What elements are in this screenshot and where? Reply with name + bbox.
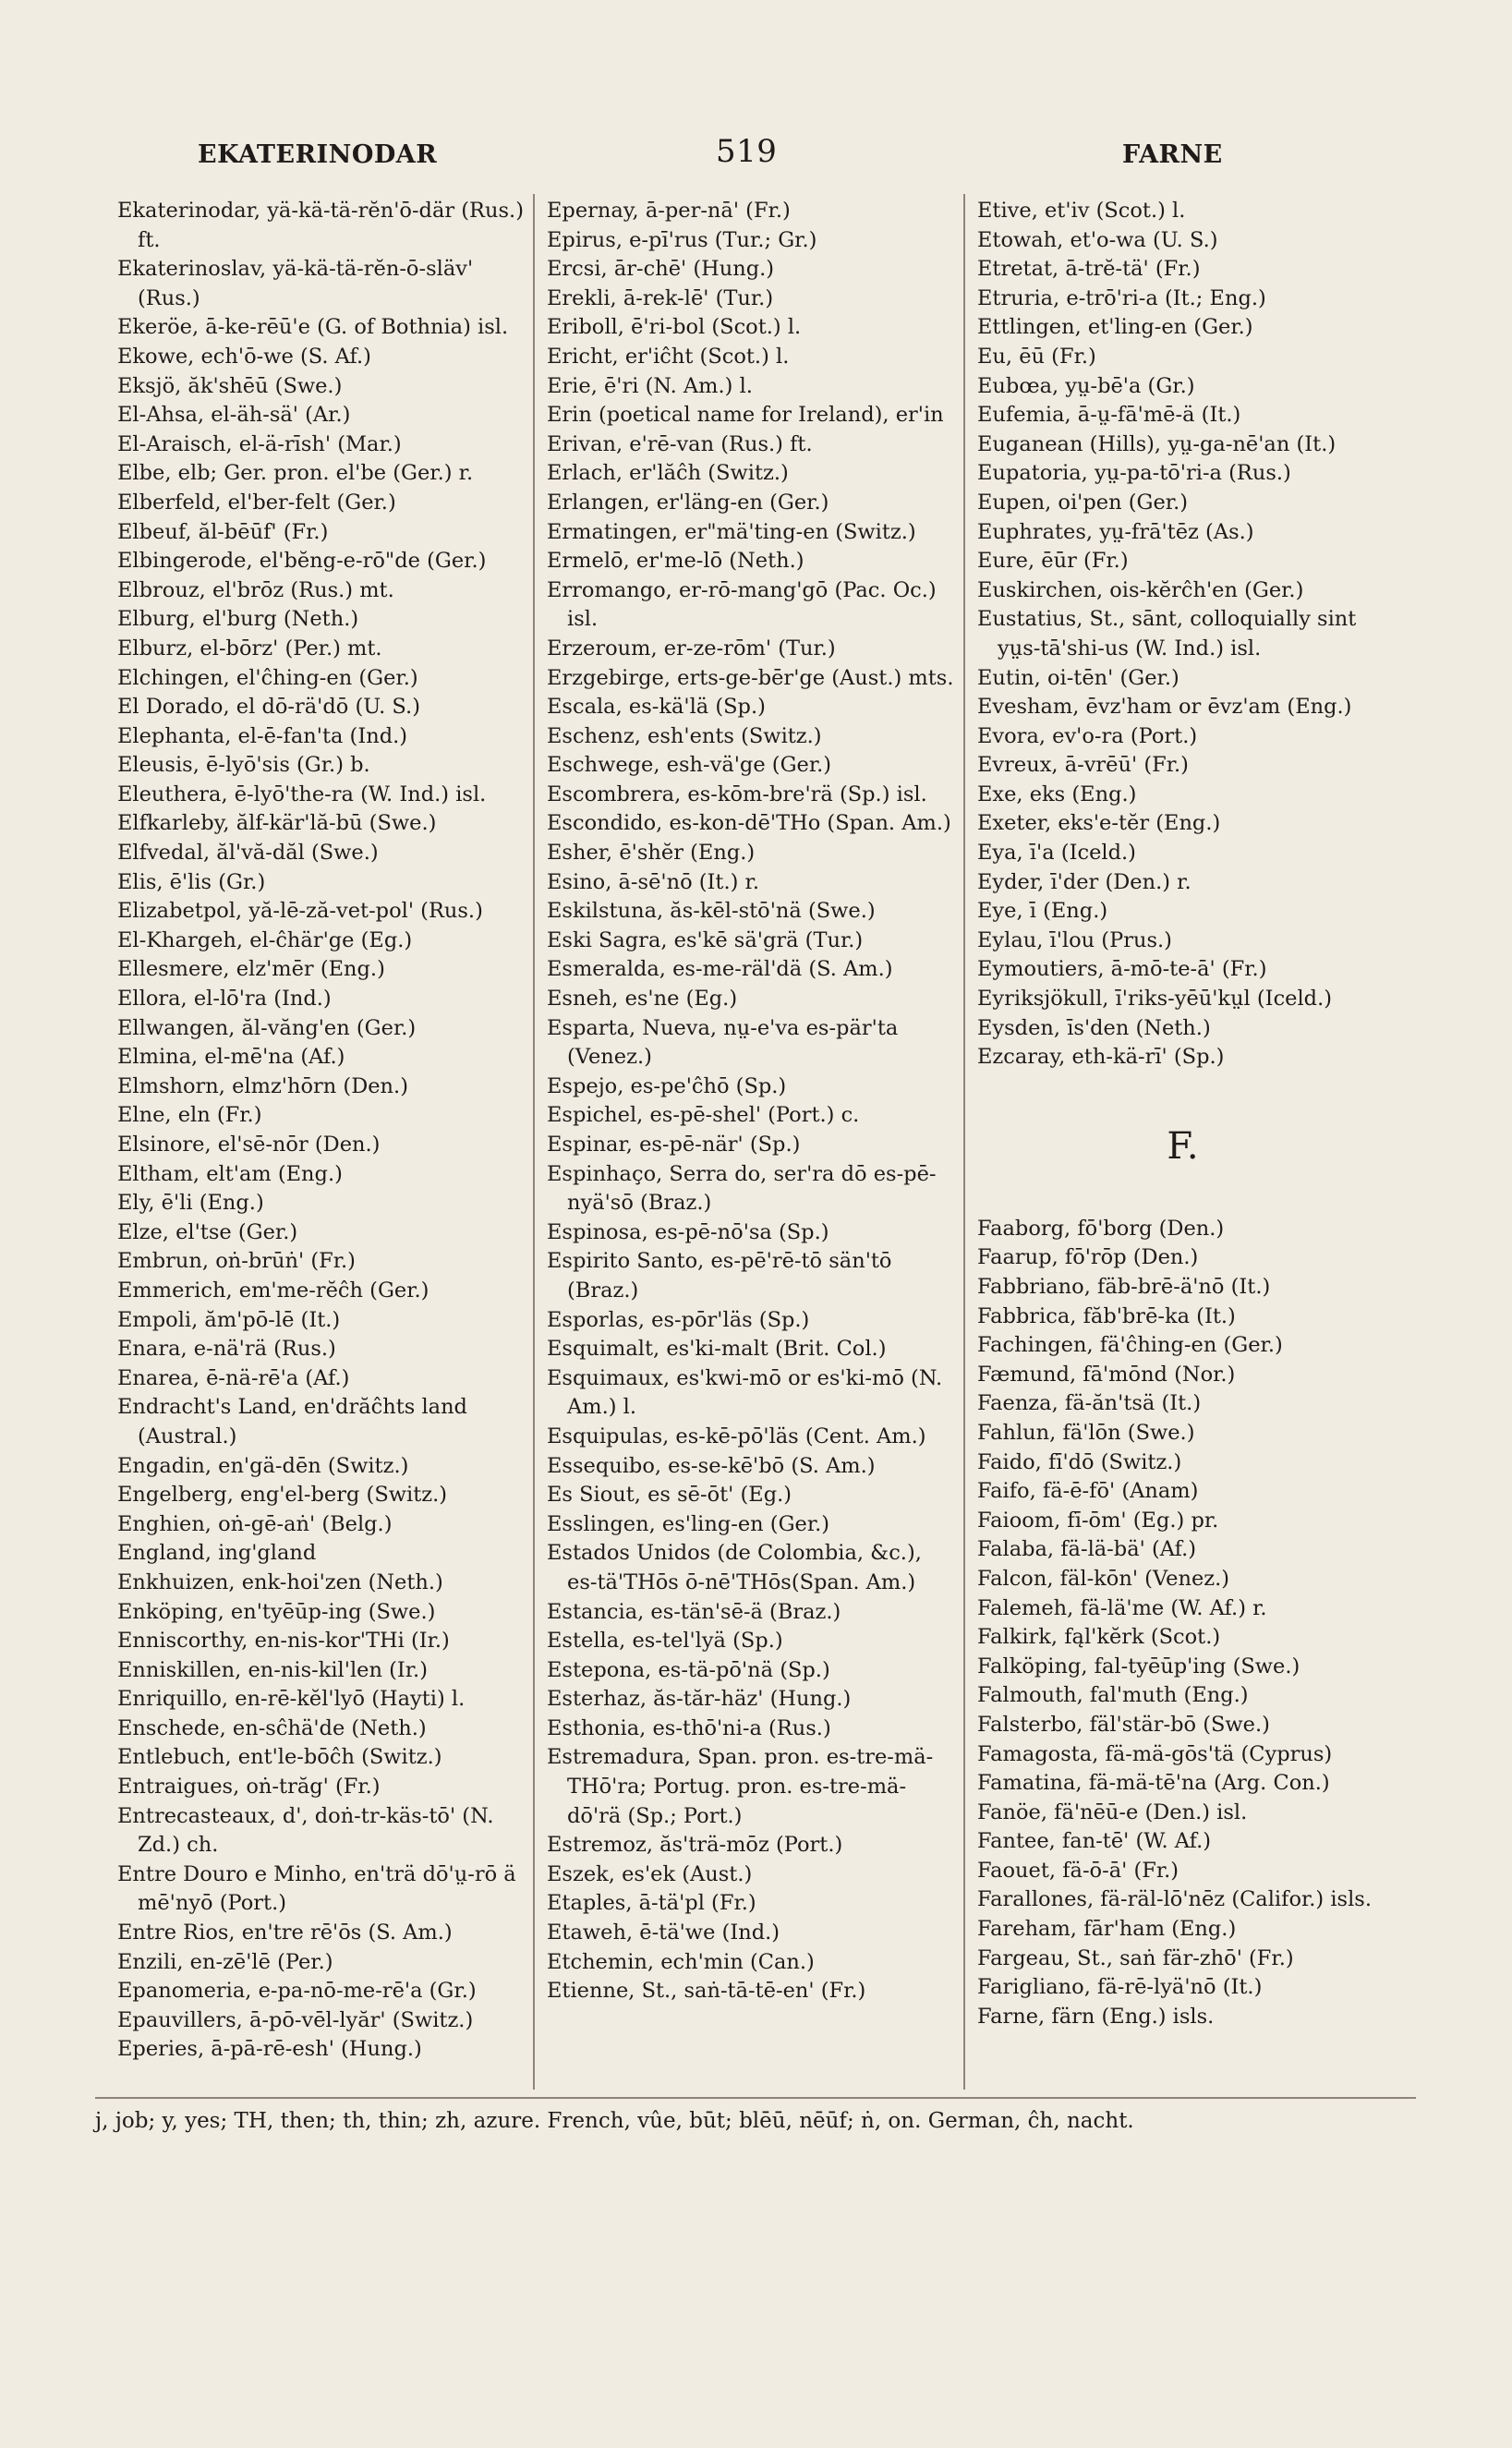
gazetteer-entry: Erlangen, er'läng-en (Ger.) [547, 490, 829, 515]
gazetteer-entry: Eubœa, yṳ-bē'a (Gr.) [977, 373, 1195, 398]
gazetteer-entry: Fabbrica, făb'brē-ka (It.) [977, 1303, 1236, 1328]
gazetteer-entry: Embrun, oṅ-brūṅ' (Fr.) [117, 1249, 356, 1274]
gazetteer-entry: Esneh, es'ne (Eg.) [547, 987, 738, 1012]
gazetteer-entry: Estancia, es-tän'sē-ä (Braz.) [547, 1599, 841, 1624]
gazetteer-entry: Elburz, el-bōrz' (Per.) mt. [117, 636, 382, 660]
gazetteer-entry: Esthonia, es-thō'ni-a (Rus.) [547, 1715, 831, 1740]
gazetteer-entry: Falkirk, fąl'kĕrk (Scot.) [977, 1625, 1221, 1650]
gazetteer-entry: Exe, eks (Eng.) [977, 782, 1137, 806]
gazetteer-entry: Evreux, ā-vrēū' (Fr.) [977, 753, 1189, 778]
gazetteer-entry: Etive, et'iv (Scot.) l. [977, 199, 1186, 223]
gazetteer-entry: Erlach, er'lăĉh (Switz.) [547, 461, 789, 486]
gazetteer-entry: Ekaterinodar, yä-kä-tä-rĕn'ō-där (Rus.) ft. [117, 199, 524, 252]
gazetteer-entry: Faifo, fä-ē-fō' (Anam) [977, 1479, 1199, 1504]
gazetteer-entry: Entre Douro e Minho, en'trä dō'ṳ-rō ä mē'nyō (Port.) [117, 1861, 516, 1916]
gazetteer-entry: Eustatius, St., sānt, colloquially sint yṳs-tā'shi-us (W. Ind.) isl. [977, 607, 1357, 660]
gazetteer-entry: Faarup, fō'rōp (Den.) [977, 1245, 1199, 1270]
gazetteer-entry: Espinar, es-pē-när' (Sp.) [547, 1133, 801, 1157]
gazetteer-entry: Eure, ēūr (Fr.) [977, 549, 1129, 574]
gazetteer-entry: Eylau, ī'lou (Prus.) [977, 927, 1172, 952]
gazetteer-entry: Elfkarleby, ălf-kär'lă-bū (Swe.) [117, 811, 437, 836]
column-rule [533, 194, 535, 2090]
footer-rule [95, 2097, 1416, 2099]
gazetteer-entry: Elburg, el'burg (Neth.) [117, 607, 359, 632]
gazetteer-entry: Elbeuf, ăl-bēūf' (Fr.) [117, 519, 329, 544]
gazetteer-entry: Emmerich, em'me-rĕĉh (Ger.) [117, 1278, 429, 1303]
gazetteer-entry: Esmeralda, es-me-räl'dä (S. Am.) [547, 957, 893, 982]
gazetteer-entry: Enkhuizen, enk-hoi'zen (Neth.) [117, 1569, 443, 1594]
gazetteer-entry: Eyder, ī'der (Den.) r. [977, 869, 1191, 894]
gazetteer-entry: Ercsi, ār-chē' (Hung.) [547, 257, 775, 282]
gazetteer-entry: England, ing'gland [117, 1541, 317, 1566]
gazetteer-entry: Epanomeria, e-pa-nō-me-rē'a (Gr.) [117, 1979, 477, 2004]
gazetteer-entry: Escondido, es-kon-dē'THo (Span. Am.) [547, 811, 951, 836]
gazetteer-entry: Faaborg, fō'borg (Den.) [977, 1216, 1225, 1241]
gazetteer-entry: Eu, ēū (Fr.) [977, 344, 1096, 369]
gazetteer-entry: Falsterbo, fäl'stär-bō (Swe.) [977, 1712, 1270, 1737]
column-1 [117, 197, 528, 2065]
gazetteer-entry: Ellesmere, elz'mēr (Eng.) [117, 957, 385, 982]
gazetteer-entry: Eski Sagra, es'kē sä'grä (Tur.) [547, 927, 864, 952]
gazetteer-entry: Epernay, ā-per-nā' (Fr.) [547, 199, 791, 223]
gazetteer-entry: Erekli, ā-rek-lē' (Tur.) [547, 285, 774, 310]
gazetteer-entry: Espinhaço, Serra do, ser'ra dō es-pē-nyä'sō (Braz.) [547, 1161, 937, 1216]
gazetteer-entry: Elmina, el-mē'na (Af.) [117, 1045, 345, 1070]
gazetteer-entry: Eleuthera, ē-lyō'the-ra (W. Ind.) isl. [117, 782, 487, 806]
gazetteer-entry: Euganean (Hills), yṳ-ga-nē'an (It.) [977, 431, 1337, 456]
gazetteer-entry: Esher, ē'shĕr (Eng.) [547, 841, 756, 866]
gazetteer-entry: Elis, ē'lis (Gr.) [117, 869, 266, 894]
gazetteer-entry: Eupen, oi'pen (Ger.) [977, 490, 1188, 515]
gazetteer-entry: Entre Rios, en'tre rē'ōs (S. Am.) [117, 1921, 453, 1945]
gazetteer-entry: Esslingen, es'ling-en (Ger.) [547, 1511, 830, 1536]
gazetteer-entry: Enniskillen, en-nis-kil'len (Ir.) [117, 1657, 428, 1682]
gazetteer-entry: Entraigues, oṅ-trăg' (Fr.) [117, 1775, 381, 1800]
gazetteer-entry: Elmshorn, elmz'hōrn (Den.) [117, 1073, 408, 1098]
gazetteer-entry: Etretat, ā-trĕ-tä' (Fr.) [977, 257, 1201, 282]
gazetteer-entry: El-Araisch, el-ä-rīsh' (Mar.) [117, 431, 402, 456]
gazetteer-entry: Espejo, es-pe'ĉhō (Sp.) [547, 1073, 787, 1098]
gazetteer-entry: Esino, ā-sē'nō (It.) r. [547, 869, 759, 894]
gazetteer-entry: Famatina, fä-mä-tē'na (Arg. Con.) [977, 1771, 1330, 1796]
gazetteer-entry: Erzgebirge, erts-ge-bēr'ge (Aust.) mts. [547, 665, 954, 690]
gazetteer-entry: Ely, ē'li (Eng.) [117, 1191, 264, 1216]
gazetteer-entry: Erie, ē'ri (N. Am.) l. [547, 373, 753, 398]
gazetteer-entry: Espichel, es-pē-shel' (Port.) c. [547, 1103, 860, 1128]
gazetteer-entry: Ermelō, er'me-lō (Neth.) [547, 549, 804, 574]
column-3-e-entries [977, 197, 1388, 1073]
gazetteer-entry: Ezcaray, eth-kä-rī' (Sp.) [977, 1045, 1225, 1070]
section-letter: F. [1167, 1124, 1199, 1168]
gazetteer-entry: Farigliano, fä-rē-lyä'nō (It.) [977, 1975, 1263, 2000]
gazetteer-entry: Entrecasteaux, d', doṅ-tr-käs-tō' (N. Zd.) ch. [117, 1803, 494, 1858]
gazetteer-entry: Enschede, en-sĉhä'de (Neth.) [117, 1715, 427, 1740]
gazetteer-entry: Engelberg, eng'el-berg (Switz.) [117, 1483, 448, 1508]
gazetteer-entry: Eleusis, ē-lyō'sis (Gr.) b. [117, 753, 370, 778]
pronunciation-key: j, job; y, yes; TH, then; th, thin; zh, azure. French, vûe, būt; blēū, nēūf; ṅ, on. German, ĉh, nacht. [95, 2109, 1134, 2133]
gazetteer-entry: Esterhaz, ăs-tăr-häz' (Hung.) [547, 1687, 852, 1712]
gazetteer-entry: Erromango, er-rō-mang'gō (Pac. Oc.) isl. [547, 577, 937, 632]
gazetteer-entry: Erzeroum, er-ze-rōm' (Tur.) [547, 636, 836, 660]
gazetteer-entry: Eyriksjökull, ī'riks-yēū'kṳl (Iceld.) [977, 987, 1333, 1012]
gazetteer-entry: El Dorado, el dō-rä'dō (U. S.) [117, 695, 420, 720]
gazetteer-entry: Eye, ī (Eng.) [977, 899, 1108, 924]
column-3 [977, 197, 1388, 2031]
gazetteer-entry: Eymoutiers, ā-mō-te-ā' (Fr.) [977, 957, 1267, 982]
gazetteer-entry: Esporlas, es-pōr'läs (Sp.) [547, 1307, 810, 1332]
running-head-left: EKATERINODAR [198, 140, 438, 169]
gazetteer-entry: Ettlingen, et'ling-en (Ger.) [977, 315, 1253, 340]
gazetteer-entry: Ericht, er'iĉht (Scot.) l. [547, 344, 790, 369]
gazetteer-entry: Entlebuch, ent'le-bōĉh (Switz.) [117, 1745, 442, 1770]
gazetteer-entry: Esparta, Nueva, nṳ-e'va es-pär'ta (Venez.) [547, 1015, 899, 1070]
gazetteer-entry: Esquipulas, es-kē-pō'läs (Cent. Am.) [547, 1424, 926, 1448]
gazetteer-entry: Enarea, ē-nä-rē'a (Af.) [117, 1365, 350, 1390]
gazetteer-entry: Elephanta, el-ē-fan'ta (Ind.) [117, 723, 408, 748]
gazetteer-entry: Enriquillo, en-rē-kĕl'lyō (Hayti) l. [117, 1687, 466, 1712]
gazetteer-entry: Evora, ev'o-ra (Port.) [977, 723, 1198, 748]
gazetteer-entry: Enara, e-nä'rä (Rus.) [117, 1337, 336, 1362]
gazetteer-entry: Euphrates, yṳ-frā'tēz (As.) [977, 519, 1254, 544]
gazetteer-entry: Enzili, en-zē'lē (Per.) [117, 1949, 333, 1974]
gazetteer-entry: El-Khargeh, el-ĉhär'ge (Eg.) [117, 927, 413, 952]
gazetteer-entry: Elberfeld, el'ber-felt (Ger.) [117, 490, 396, 515]
gazetteer-entry: Eltham, elt'am (Eng.) [117, 1161, 343, 1186]
gazetteer-entry: Etchemin, ech'min (Can.) [547, 1949, 815, 1974]
gazetteer-entry: Estepona, es-tä-pō'nä (Sp.) [547, 1657, 830, 1682]
gazetteer-entry: Fareham, fār'ham (Eng.) [977, 1917, 1237, 1942]
column-3-f-entries [977, 1215, 1388, 2032]
column-rule [963, 194, 965, 2090]
running-head-right: FARNE [1122, 140, 1223, 169]
gazetteer-entry: Faido, fī'dō (Switz.) [977, 1449, 1182, 1474]
gazetteer-entry: Fahlun, fä'lōn (Swe.) [977, 1420, 1195, 1445]
gazetteer-entry: Eschenz, esh'ents (Switz.) [547, 723, 822, 748]
gazetteer-entry: Etaples, ā-tä'pl (Fr.) [547, 1891, 756, 1916]
gazetteer-entry: Etowah, et'o-wa (U. S.) [977, 227, 1218, 252]
gazetteer-entry: Etruria, e-trō'ri-a (It.; Eng.) [977, 285, 1266, 310]
gazetteer-entry: Ermatingen, er"mä'ting-en (Switz.) [547, 519, 916, 544]
gazetteer-entry: Falcon, fäl-kōn' (Venez.) [977, 1566, 1230, 1591]
gazetteer-entry: Escala, es-kä'lä (Sp.) [547, 695, 766, 720]
gazetteer-entry: Epirus, e-pī'rus (Tur.; Gr.) [547, 227, 817, 252]
gazetteer-entry: Estella, es-tel'lyä (Sp.) [547, 1629, 783, 1654]
gazetteer-entry: Ellwangen, ăl-văng'en (Ger.) [117, 1015, 417, 1040]
gazetteer-entry: Eupatoria, yṳ-pa-tō'ri-a (Rus.) [977, 461, 1291, 486]
gazetteer-entry: Esquimaux, es'kwi-mō or es'ki-mō (N. Am.) l. [547, 1365, 943, 1420]
gazetteer-entry: Elbe, elb; Ger. pron. el'be (Ger.) r. [117, 461, 474, 486]
gazetteer-entry: Elfvedal, ăl'vă-dăl (Swe.) [117, 841, 379, 866]
gazetteer-entry: Eszek, es'ek (Aust.) [547, 1861, 753, 1886]
gazetteer-entry: Ekowe, ech'ō-we (S. Af.) [117, 344, 371, 369]
gazetteer-entry: Farallones, fä-räl-lō'nēz (Califor.) isls. [977, 1887, 1372, 1912]
gazetteer-entry: Elsinore, el'sē-nōr (Den.) [117, 1133, 381, 1157]
gazetteer-entry: Falemeh, fä-lä'me (W. Af.) r. [977, 1595, 1267, 1620]
gazetteer-entry: Faioom, fī-ōm' (Eg.) pr. [977, 1508, 1219, 1533]
gazetteer-entry: Fantee, fan-tē' (W. Af.) [977, 1829, 1212, 1854]
gazetteer-entry: Falaba, fä-lä-bä' (Af.) [977, 1537, 1197, 1562]
gazetteer-entry: Epauvillers, ā-pō-vēl-lyăr' (Switz.) [117, 2007, 474, 2032]
gazetteer-entry: Farne, färn (Eng.) isls. [977, 2004, 1215, 2029]
gazetteer-entry: Elizabetpol, yă-lē-ză-vet-pol' (Rus.) [117, 899, 483, 924]
gazetteer-entry: Es Siout, es sē-ōt' (Eg.) [547, 1483, 792, 1508]
gazetteer-entry: Exeter, eks'e-tĕr (Eng.) [977, 811, 1221, 836]
gazetteer-entry: Estados Unidos (de Colombia, &c.), es-tä'THōs ō-nē'THōs(Span. Am.) [547, 1541, 922, 1594]
gazetteer-entry: Endracht's Land, en'drăĉhts land (Austral.) [117, 1395, 467, 1448]
gazetteer-entry: Fanöe, fä'nēū-e (Den.) isl. [977, 1800, 1248, 1824]
gazetteer-entry: Enghien, oṅ-gē-aṅ' (Belg.) [117, 1511, 393, 1536]
gazetteer-entry: Erin (poetical name for Ireland), er'in [547, 403, 944, 428]
gazetteer-entry: Eschwege, esh-vä'ge (Ger.) [547, 753, 832, 778]
column-2 [547, 197, 958, 2006]
gazetteer-entry: Enniscorthy, en-nis-kor'THi (Ir.) [117, 1629, 450, 1654]
gazetteer-entry: Fachingen, fä'ĉhing-en (Ger.) [977, 1333, 1283, 1358]
gazetteer-entry: Escombrera, es-kōm-bre'rä (Sp.) isl. [547, 782, 927, 806]
gazetteer-entry: El-Ahsa, el-äh-sä' (Ar.) [117, 403, 351, 428]
gazetteer-entry: Eskilstuna, ăs-kēl-stō'nä (Swe.) [547, 899, 876, 924]
gazetteer-entry: Falköping, fal-tyēūp'ing (Swe.) [977, 1654, 1300, 1678]
gazetteer-entry: Espinosa, es-pē-nō'sa (Sp.) [547, 1219, 829, 1244]
gazetteer-entry: Fargeau, St., saṅ fär-zhō' (Fr.) [977, 1945, 1294, 1970]
gazetteer-entry: Evesham, ēvz'ham or ēvz'am (Eng.) [977, 695, 1352, 720]
gazetteer-entry: Empoli, ăm'pō-lē (It.) [117, 1307, 341, 1332]
gazetteer-entry: Elbrouz, el'brōz (Rus.) mt. [117, 577, 394, 602]
gazetteer-entry: Estremoz, ăs'trä-mōz (Port.) [547, 1833, 843, 1858]
gazetteer-entry: Eriboll, ē'ri-bol (Scot.) l. [547, 315, 802, 340]
gazetteer-entry: Elchingen, el'ĉhing-en (Ger.) [117, 665, 418, 690]
gazetteer-entry: Elbingerode, el'bĕng-e-rō"de (Ger.) [117, 549, 487, 574]
gazetteer-entry: Ekeröe, ā-ke-rēū'e (G. of Bothnia) isl. [117, 315, 509, 340]
gazetteer-entry: Ellora, el-lō'ra (Ind.) [117, 987, 332, 1012]
gazetteer-entry: Eperies, ā-pā-rē-esh' (Hung.) [117, 2037, 422, 2062]
gazetteer-entry: Euskirchen, ois-kĕrĉh'en (Ger.) [977, 577, 1304, 602]
gazetteer-entry: Ekaterinoslav, yä-kä-tä-rĕn-ō-släv' (Rus.) [117, 257, 474, 310]
gazetteer-entry: Eutin, oi-tēn' (Ger.) [977, 665, 1179, 690]
gazetteer-entry: Esquimalt, es'ki-malt (Brit. Col.) [547, 1337, 887, 1362]
gazetteer-entry: Engadin, en'gä-dēn (Switz.) [117, 1453, 409, 1478]
gazetteer-entry: Eya, ī'a (Iceld.) [977, 841, 1136, 866]
gazetteer-entry: Etienne, St., saṅ-tā-tē-en' (Fr.) [547, 1979, 866, 2004]
gazetteer-entry: Faouet, fä-ō-ā' (Fr.) [977, 1858, 1179, 1883]
page-number: 519 [716, 133, 778, 170]
gazetteer-entry: Elne, eln (Fr.) [117, 1103, 262, 1128]
gazetteer-entry: Espirito Santo, es-pē'rē-tō sän'tō (Braz.) [547, 1249, 892, 1303]
gazetteer-entry: Eysden, īs'den (Neth.) [977, 1015, 1211, 1040]
gazetteer-entry: Fabbriano, fäb-brē-ä'nō (It.) [977, 1275, 1271, 1299]
gazetteer-entry: Essequibo, es-se-kē'bō (S. Am.) [547, 1453, 876, 1478]
gazetteer-entry: Faenza, fä-ăn'tsä (It.) [977, 1391, 1202, 1416]
gazetteer-entry: Eksjö, ăk'shēū (Swe.) [117, 373, 343, 398]
gazetteer-entry: Elze, el'tse (Ger.) [117, 1219, 298, 1244]
gazetteer-entry: Eufemia, ā-ṳ-fā'mē-ä (It.) [977, 403, 1241, 428]
gazetteer-entry: Estremadura, Span. pron. es-tre-mä-THō'ra; Portug. pron. es-tre-mä-dō'rä (Sp.; Port.) [547, 1745, 934, 1828]
gazetteer-entry: Etaweh, ē-tä'we (Ind.) [547, 1921, 780, 1945]
gazetteer-entry: Erivan, e'rē-van (Rus.) ft. [547, 431, 813, 456]
gazetteer-entry: Falmouth, fal'muth (Eng.) [977, 1683, 1249, 1708]
gazetteer-entry: Fæmund, fā'mōnd (Nor.) [977, 1362, 1236, 1387]
gazetteer-entry: Famagosta, fä-mä-gōs'tä (Cyprus) [977, 1741, 1333, 1766]
gazetteer-entry: Enköping, en'tyēūp-ing (Swe.) [117, 1599, 436, 1624]
